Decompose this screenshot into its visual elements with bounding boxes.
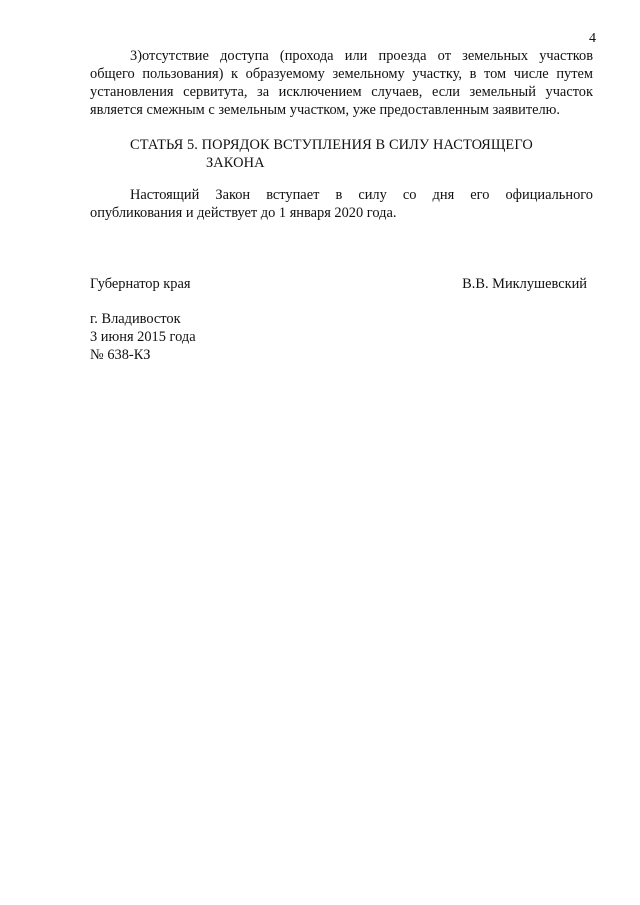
place-date-number-block xyxy=(90,310,196,364)
page-number: 4 xyxy=(589,31,596,46)
law-number: № 638-КЗ xyxy=(90,347,151,363)
paragraph-line: опубликования и действует до 1 января 2020 года. xyxy=(90,205,397,221)
paragraph-line: Настоящий Закон вступает в силу со дня его официального xyxy=(130,187,593,203)
heading-line: ЗАКОНА xyxy=(206,155,265,171)
article-5-heading xyxy=(130,136,590,172)
paragraph-line: 3)отсутствие доступа (прохода или проезда от земельных участков xyxy=(130,48,593,64)
law-date: 3 июня 2015 года xyxy=(90,329,196,345)
city: г. Владивосток xyxy=(90,311,181,327)
article-5-body xyxy=(90,186,593,222)
item-3-paragraph xyxy=(90,47,593,119)
paragraph-line: является смежным с земельным участком, уже предоставленным заявителю. xyxy=(90,102,561,118)
signatory-position: Губернатор края xyxy=(90,276,191,292)
signatory-name: В.В. Миклушевский xyxy=(462,276,587,292)
paragraph-line: общего пользования) к образуемому земельному участку, в том числе путем xyxy=(90,66,593,82)
paragraph-line: установления сервитута, за исключением случаев, если земельный участок xyxy=(90,84,593,100)
heading-line: СТАТЬЯ 5. ПОРЯДОК ВСТУПЛЕНИЯ В СИЛУ НАСТОЯЩЕГО xyxy=(130,137,533,153)
